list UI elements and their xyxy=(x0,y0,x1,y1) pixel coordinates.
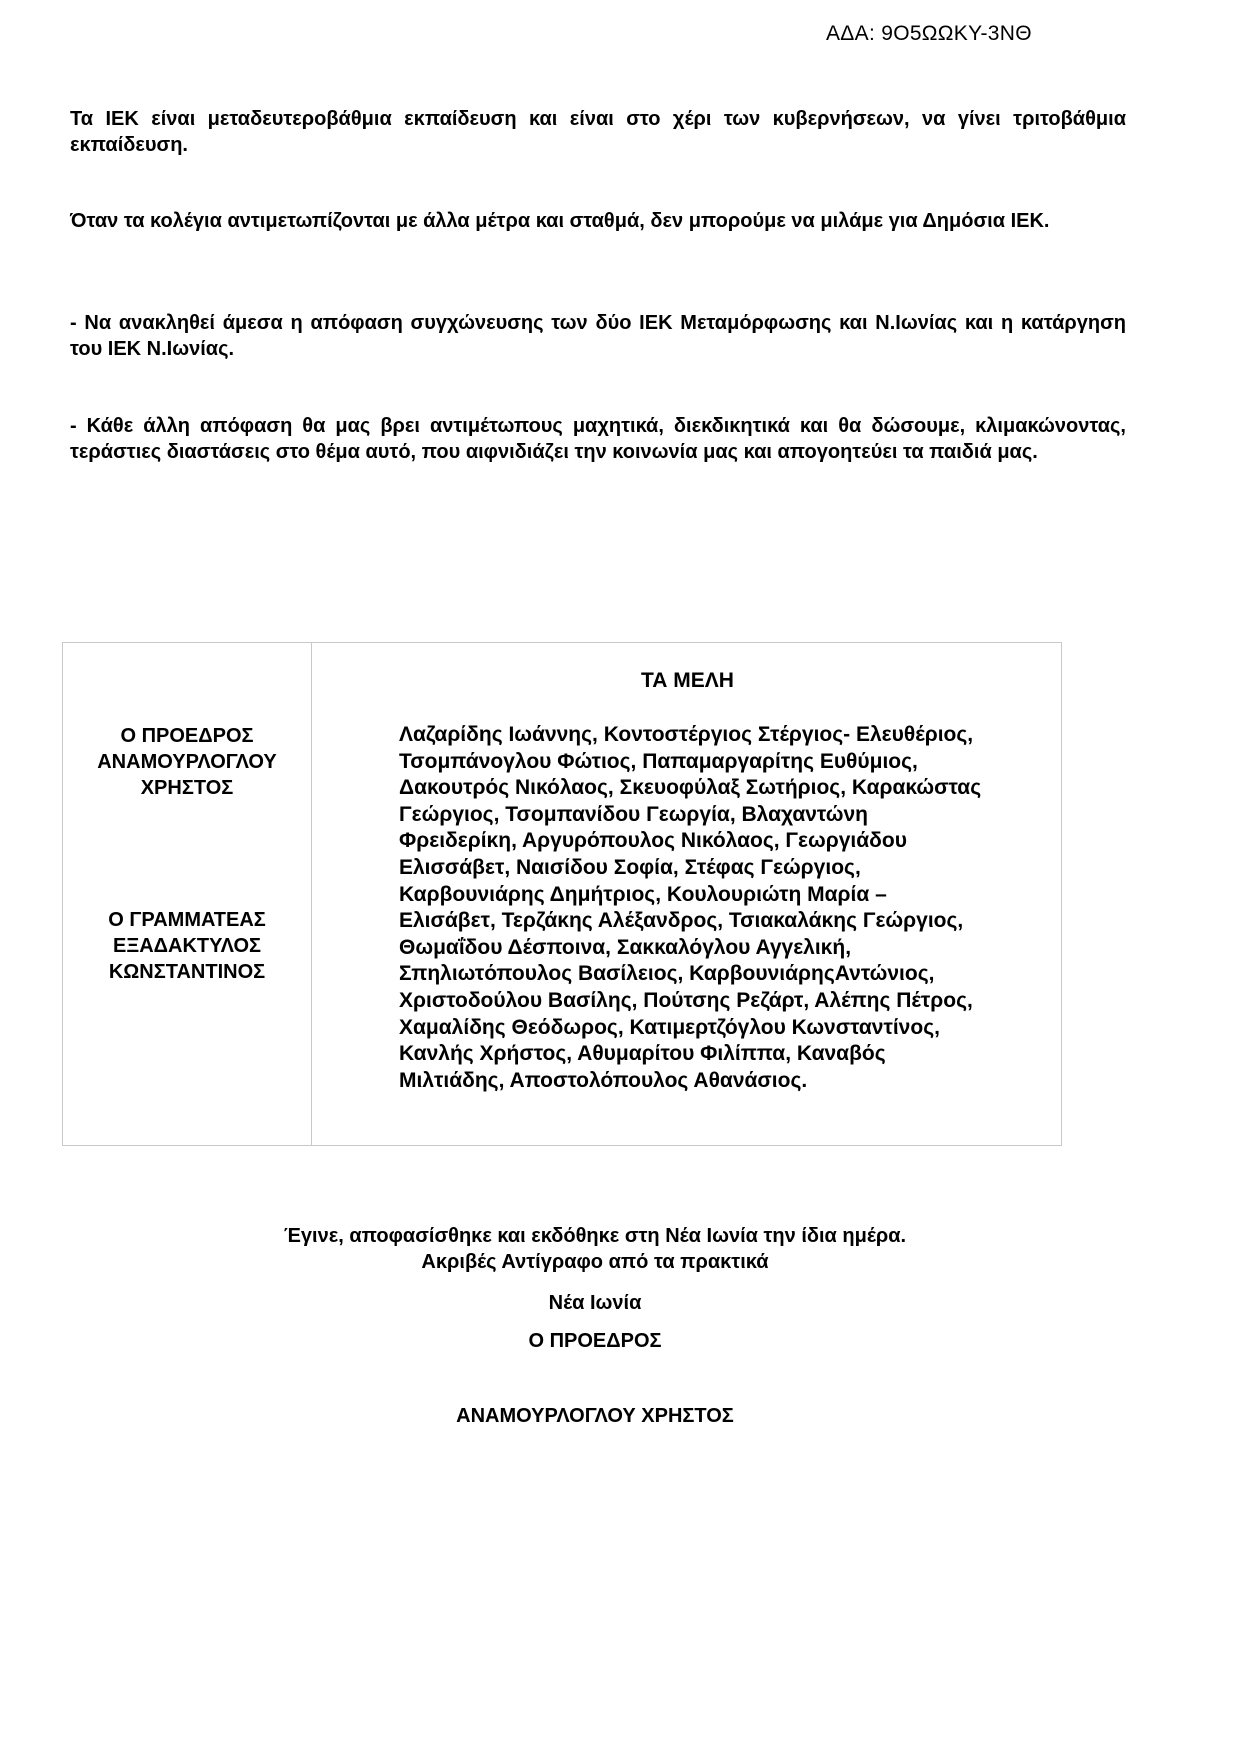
footer-president-name: ΑΝΑΜΟΥΡΛΟΓΛΟΥ ΧΡΗΣΤΟΣ xyxy=(456,1405,734,1427)
members-line: Δακουτρός Νικόλαος, Σκευοφύλαξ Σωτήριος, Καρακώστας xyxy=(399,776,982,800)
secretary-signature-block xyxy=(63,907,311,985)
footer-president-title: Ο ΠΡΟΕΔΡΟΣ xyxy=(528,1330,662,1352)
footer-copy-line: Ακριβές Αντίγραφο από τα πρακτικά xyxy=(421,1251,769,1273)
members-line: Χαμαλίδης Θεόδωρος, Κατιμερτζόγλου Κωνσταντίνος, xyxy=(399,1015,940,1039)
table-divider xyxy=(311,643,312,1145)
paragraph-2: Όταν τα κολέγια αντιμετωπίζονται με άλλα μέτρα και σταθμά, δεν μπορούμε να μιλάμε για Δημόσια ΙΕΚ. xyxy=(70,210,1050,232)
members-title: ΤΑ ΜΕΛΗ xyxy=(641,669,734,692)
members-line: Καρβουνιάρης Δημήτριος, Κουλουριώτη Μαρία – xyxy=(399,882,887,906)
secretary-title: Ο ΓΡΑΜΜΑΤΕΑΣ xyxy=(108,909,266,931)
members-line: Ελισσάβετ, Ναισίδου Σοφία, Στέφας Γεώργιος, xyxy=(399,855,861,879)
president-name: ΧΡΗΣΤΟΣ xyxy=(140,777,234,799)
members-line: Ελισάβετ, Τερζάκης Αλέξανδρος, Τσιακαλάκης Γεώργιος, xyxy=(399,909,964,933)
members-line: Γεώργιος, Τσομπανίδου Γεωργία, Βλαχαντώνη xyxy=(399,802,868,826)
president-title: Ο ΠΡΟΕΔΡΟΣ xyxy=(120,725,254,747)
ada-identifier: ΑΔΑ: 9Ο5ΩΩΚΥ-3ΝΘ xyxy=(826,22,1032,45)
paragraph-1: Τα ΙΕΚ είναι μεταδευτεροβάθμια εκπαίδευση και είναι στο χέρι των κυβερνήσεων, να γίνει τριτοβάθμια εκπαίδευση. xyxy=(70,108,1126,156)
members-line: Φρειδερίκη, Αργυρόπουλος Νικόλαος, Γεωργιάδου xyxy=(399,829,907,853)
president-signature-block xyxy=(63,723,311,801)
members-list xyxy=(399,722,1049,1094)
members-line: Τσομπάνογλου Φώτιος, Παπαμαργαρίτης Ευθύμιος, xyxy=(399,749,918,773)
members-line: Σπηλιωτόπουλος Βασίλειος, ΚαρβουνιάρηςΑντώνιος, xyxy=(399,962,935,986)
secretary-surname: ΕΞΑΔΑΚΤΥΛΟΣ xyxy=(112,935,262,957)
paragraph-4: - Κάθε άλλη απόφαση θα μας βρει αντιμέτωπους μαχητικά, διεκδικητικά και θα δώσουμε, κλιμακώνοντας, τεράστιες διαστάσεις στο θέμα αυτό, που αιφνιδιάζει την κοινωνία μας και απογοητεύει τα παιδιά μας. xyxy=(70,415,1126,463)
president-surname: ΑΝΑΜΟΥΡΛΟΓΛΟΥ xyxy=(97,751,277,773)
members-line: Θωμαΐδου Δέσποινα, Σακκαλόγλου Αγγελική, xyxy=(399,935,852,959)
signatures-table xyxy=(62,642,1062,1146)
members-line: Μιλτιάδης, Αποστολόπουλος Αθανάσιος. xyxy=(399,1068,808,1092)
footer-place: Νέα Ιωνία xyxy=(548,1292,642,1314)
members-line: Χριστοδούλου Βασίλης, Πούτσης Ρεζάρτ, Αλέπης Πέτρος, xyxy=(399,988,973,1012)
paragraph-3: - Να ανακληθεί άμεσα η απόφαση συγχώνευσης των δύο ΙΕΚ Μεταμόρφωσης και Ν.Ιωνίας και η κατάργηση του ΙΕΚ Ν.Ιωνίας. xyxy=(70,312,1126,360)
members-line: Κανλής Χρήστος, Αθυμαρίτου Φιλίππα, Καναβός xyxy=(399,1042,886,1066)
secretary-name: ΚΩΝΣΤΑΝΤΙΝΟΣ xyxy=(108,961,266,983)
members-line: Λαζαρίδης Ιωάννης, Κοντοστέργιος Στέργιος- Ελευθέριος, xyxy=(399,723,974,746)
footer-decision-line: Έγινε, αποφασίσθηκε και εκδόθηκε στη Νέα Ιωνία την ίδια ημέρα. xyxy=(283,1225,907,1247)
